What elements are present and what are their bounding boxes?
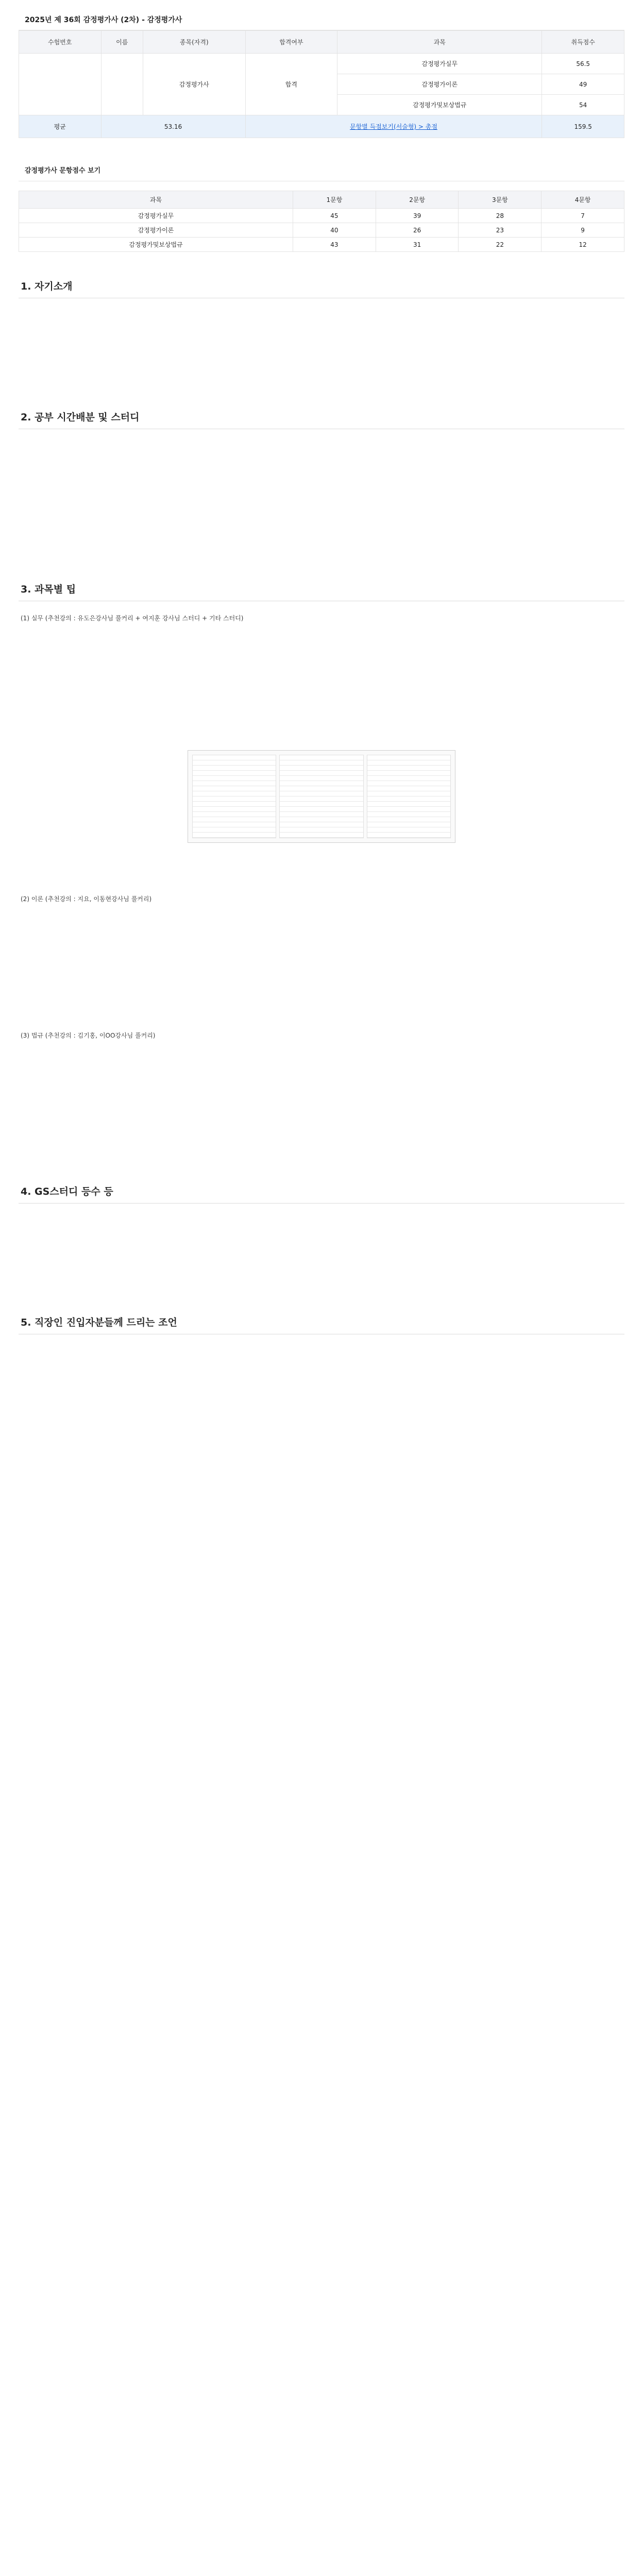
dist-q2: 26	[376, 223, 459, 238]
col-name: 이름	[101, 31, 143, 54]
section-heading: 5. 직장인 진입자분들께 드리는 조언	[19, 1315, 624, 1334]
study-notes-image	[188, 750, 455, 843]
dist-q2: 31	[376, 238, 459, 252]
paragraph	[21, 1216, 624, 1247]
dist-col-q2: 2문항	[376, 191, 459, 209]
dist-q1: 45	[293, 209, 376, 223]
paragraph	[21, 1126, 624, 1157]
exam-no-cell	[19, 54, 101, 115]
dist-col-q4: 4문항	[542, 191, 624, 209]
article-body	[19, 279, 624, 1501]
paragraph	[21, 626, 624, 657]
paragraph	[21, 853, 624, 884]
paragraph	[21, 352, 624, 383]
section-heading: 1. 자기소개	[19, 279, 624, 298]
paragraph	[21, 442, 624, 472]
dist-col-q3: 3문항	[459, 191, 542, 209]
dist-q3: 23	[459, 223, 542, 238]
col-pass: 합격여부	[245, 31, 337, 54]
dist-q4: 7	[542, 209, 624, 223]
dist-subject: 감정평가이론	[19, 223, 293, 238]
section-study-time	[19, 410, 624, 555]
dist-q3: 28	[459, 209, 542, 223]
dist-q1: 43	[293, 238, 376, 252]
paragraph	[21, 483, 624, 514]
paragraph	[21, 1347, 624, 1378]
paragraph	[21, 1388, 624, 1419]
section-advice	[19, 1315, 624, 1501]
page-title: 2025년 제 36회 감정평가사 (2차) - 감정평가사	[19, 12, 624, 30]
table-row	[19, 223, 624, 238]
col-subject: 과목	[337, 31, 542, 54]
qualification-cell: 감정평가사	[143, 54, 246, 115]
paragraph	[21, 1085, 624, 1116]
paragraph	[21, 311, 624, 342]
table-row	[19, 238, 624, 252]
note-page	[192, 755, 276, 838]
score-detail-link-label[interactable]: 문항별 득점보기(서술형) > 총점	[350, 123, 437, 130]
score-cell: 54	[542, 95, 624, 115]
dist-q2: 39	[376, 209, 459, 223]
col-exam-no: 수험번호	[19, 31, 101, 54]
subject-cell: 감정평가실무	[337, 54, 542, 74]
section-heading: 3. 과목별 팁	[19, 582, 624, 601]
paragraph	[21, 948, 624, 979]
name-cell	[101, 54, 143, 115]
paragraph	[21, 668, 624, 699]
paragraph	[21, 1257, 624, 1288]
table-row	[19, 209, 624, 223]
dist-col-subject: 과목	[19, 191, 293, 209]
average-value: 53.16	[101, 115, 245, 138]
dist-subject: 감정평가및보상법규	[19, 238, 293, 252]
score-detail-link[interactable]	[245, 115, 542, 138]
result-table	[19, 30, 624, 138]
dist-subject: 감정평가실무	[19, 209, 293, 223]
paragraph	[21, 1429, 624, 1460]
distribution-title: 감정평가사 문항점수 보기	[19, 138, 624, 181]
section-gs-study	[19, 1184, 624, 1288]
subject-cell: 감정평가및보상법규	[337, 95, 542, 115]
dist-q4: 12	[542, 238, 624, 252]
section-intro	[19, 279, 624, 383]
subsection-label: (2) 이론 (추천강의 : 지요, 이동현강사님 풀커리)	[21, 895, 152, 903]
score-cell: 56.5	[542, 54, 624, 74]
col-qualification: 종목(자격)	[143, 31, 246, 54]
subsection-label: (3) 법규 (추천강의 : 김기홍, 이OO강사님 풀커리)	[21, 1032, 156, 1039]
note-page	[367, 755, 451, 838]
paragraph	[21, 1470, 624, 1501]
average-label: 평균	[19, 115, 101, 138]
dist-q3: 22	[459, 238, 542, 252]
paragraph	[21, 524, 624, 555]
dist-col-q1: 1문항	[293, 191, 376, 209]
section-heading: 4. GS스터디 등수 등	[19, 1184, 624, 1204]
subsection-label: (1) 실무 (추천강의 : 유도은강사님 풀커리 + 여지훈 강사님 스터디 + 기타 스터디)	[21, 615, 244, 622]
dist-q1: 40	[293, 223, 376, 238]
paragraph	[21, 1044, 624, 1075]
total-value: 159.5	[542, 115, 624, 138]
dist-q4: 9	[542, 223, 624, 238]
paragraph	[21, 990, 624, 1021]
paragraph	[21, 709, 624, 740]
note-page	[279, 755, 363, 838]
pass-cell: 합격	[245, 54, 337, 115]
score-cell: 49	[542, 74, 624, 95]
paragraph	[21, 907, 624, 938]
section-subject-tips	[19, 582, 624, 1157]
section-heading: 2. 공부 시간배분 및 스터디	[19, 410, 624, 429]
subject-cell: 감정평가이론	[337, 74, 542, 95]
col-score: 취득점수	[542, 31, 624, 54]
distribution-table	[19, 191, 624, 252]
